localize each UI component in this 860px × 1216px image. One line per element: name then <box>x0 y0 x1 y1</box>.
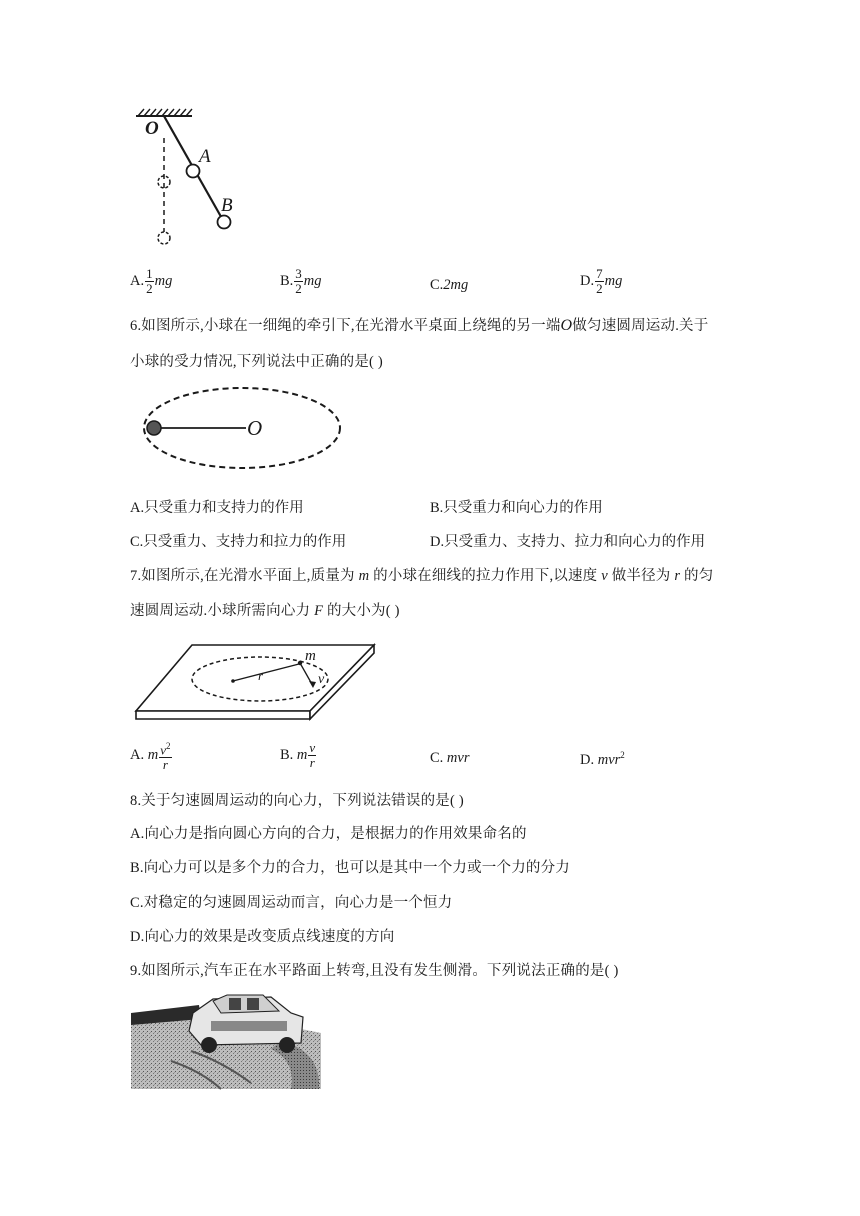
q8-option-a[interactable]: A.向心力是指向圆心方向的合力，是根据力的作用效果命名的 <box>130 826 527 842</box>
q5-option-c-label: C. <box>430 277 444 293</box>
q5-option-a[interactable] <box>130 267 172 296</box>
q7-stem-line2: 速圆周运动.小球所需向心力 F 的大小为( ) <box>130 603 400 619</box>
q5-option-c[interactable] <box>430 277 468 294</box>
q6-option-b[interactable]: B.只受重力和向心力的作用 <box>430 500 603 516</box>
label-m: m <box>305 648 316 664</box>
q6-stem-line2: 小球的受力情况,下列说法中正确的是( ) <box>130 354 383 370</box>
fraction: $\frac{7}{2}$ <box>596 266 603 296</box>
q6-stem-line1: 6.如图所示,小球在一细绳的牵引下,在光滑水平桌面上绕绳的另一端O做匀速圆周运动.关于 <box>130 317 709 334</box>
fraction: $\frac{3}{2}$ <box>295 266 302 296</box>
q8-option-b[interactable]: B.向心力可以是多个力的合力，也可以是其中一个力或一个力的分力 <box>130 860 570 876</box>
fraction: $\frac{v}{r}$ <box>309 740 316 770</box>
q6-option-a[interactable]: A.只受重力和支持力的作用 <box>130 500 304 516</box>
q5-option-d[interactable] <box>580 267 622 296</box>
unit: mg <box>604 272 623 289</box>
label-r: r <box>258 668 264 683</box>
label-a: A <box>199 146 211 167</box>
label-o: O <box>145 118 159 139</box>
q7-option-d[interactable]: D. mvr$^2$ <box>580 750 625 768</box>
unit: mg <box>303 272 322 289</box>
q7-option-a[interactable]: A. m $\frac{v^2}{r}$ <box>130 741 171 773</box>
q5-option-a-label: A. <box>130 272 145 289</box>
fraction: $\frac{v^2}{r}$ <box>160 741 171 773</box>
label-center-o: O <box>247 416 263 440</box>
q5-option-b-label: B. <box>280 272 294 289</box>
q7-option-b[interactable]: B. m $\frac{v}{r}$ <box>280 740 316 770</box>
q5-option-c-text: 2mg <box>443 277 469 293</box>
fraction: $\frac{1}{2}$ <box>146 266 153 296</box>
q8-option-d[interactable]: D.向心力的效果是改变质点线速度的方向 <box>130 929 395 945</box>
q6-option-d[interactable]: D.只受重力、支持力、拉力和向心力的作用 <box>430 534 706 550</box>
circular-motion-figure <box>140 384 350 474</box>
q7-stem-line1: 7.如图所示,在光滑水平面上,质量为 m 的小球在细线的拉力作用下,以速度 v 做半径为 r 的匀 <box>130 568 714 584</box>
q9-stem: 9.如图所示,汽车正在水平路面上转弯,且没有发生侧滑。下列说法正确的是( ) <box>130 963 619 979</box>
label-b: B <box>221 195 233 216</box>
car-turning-photo <box>131 991 321 1089</box>
q5-option-b[interactable] <box>280 267 322 296</box>
q5-option-d-label: D. <box>580 272 595 289</box>
q8-stem: 8.关于匀速圆周运动的向心力，下列说法错误的是( ) <box>130 793 464 809</box>
unit: mg <box>154 272 173 289</box>
q6-option-c[interactable]: C.只受重力、支持力和拉力的作用 <box>130 534 347 550</box>
q8-option-c[interactable]: C.对稳定的匀速圆周运动而言，向心力是一个恒力 <box>130 895 453 911</box>
q7-option-c[interactable]: C. mvr <box>430 750 470 766</box>
label-v: v <box>318 672 325 687</box>
